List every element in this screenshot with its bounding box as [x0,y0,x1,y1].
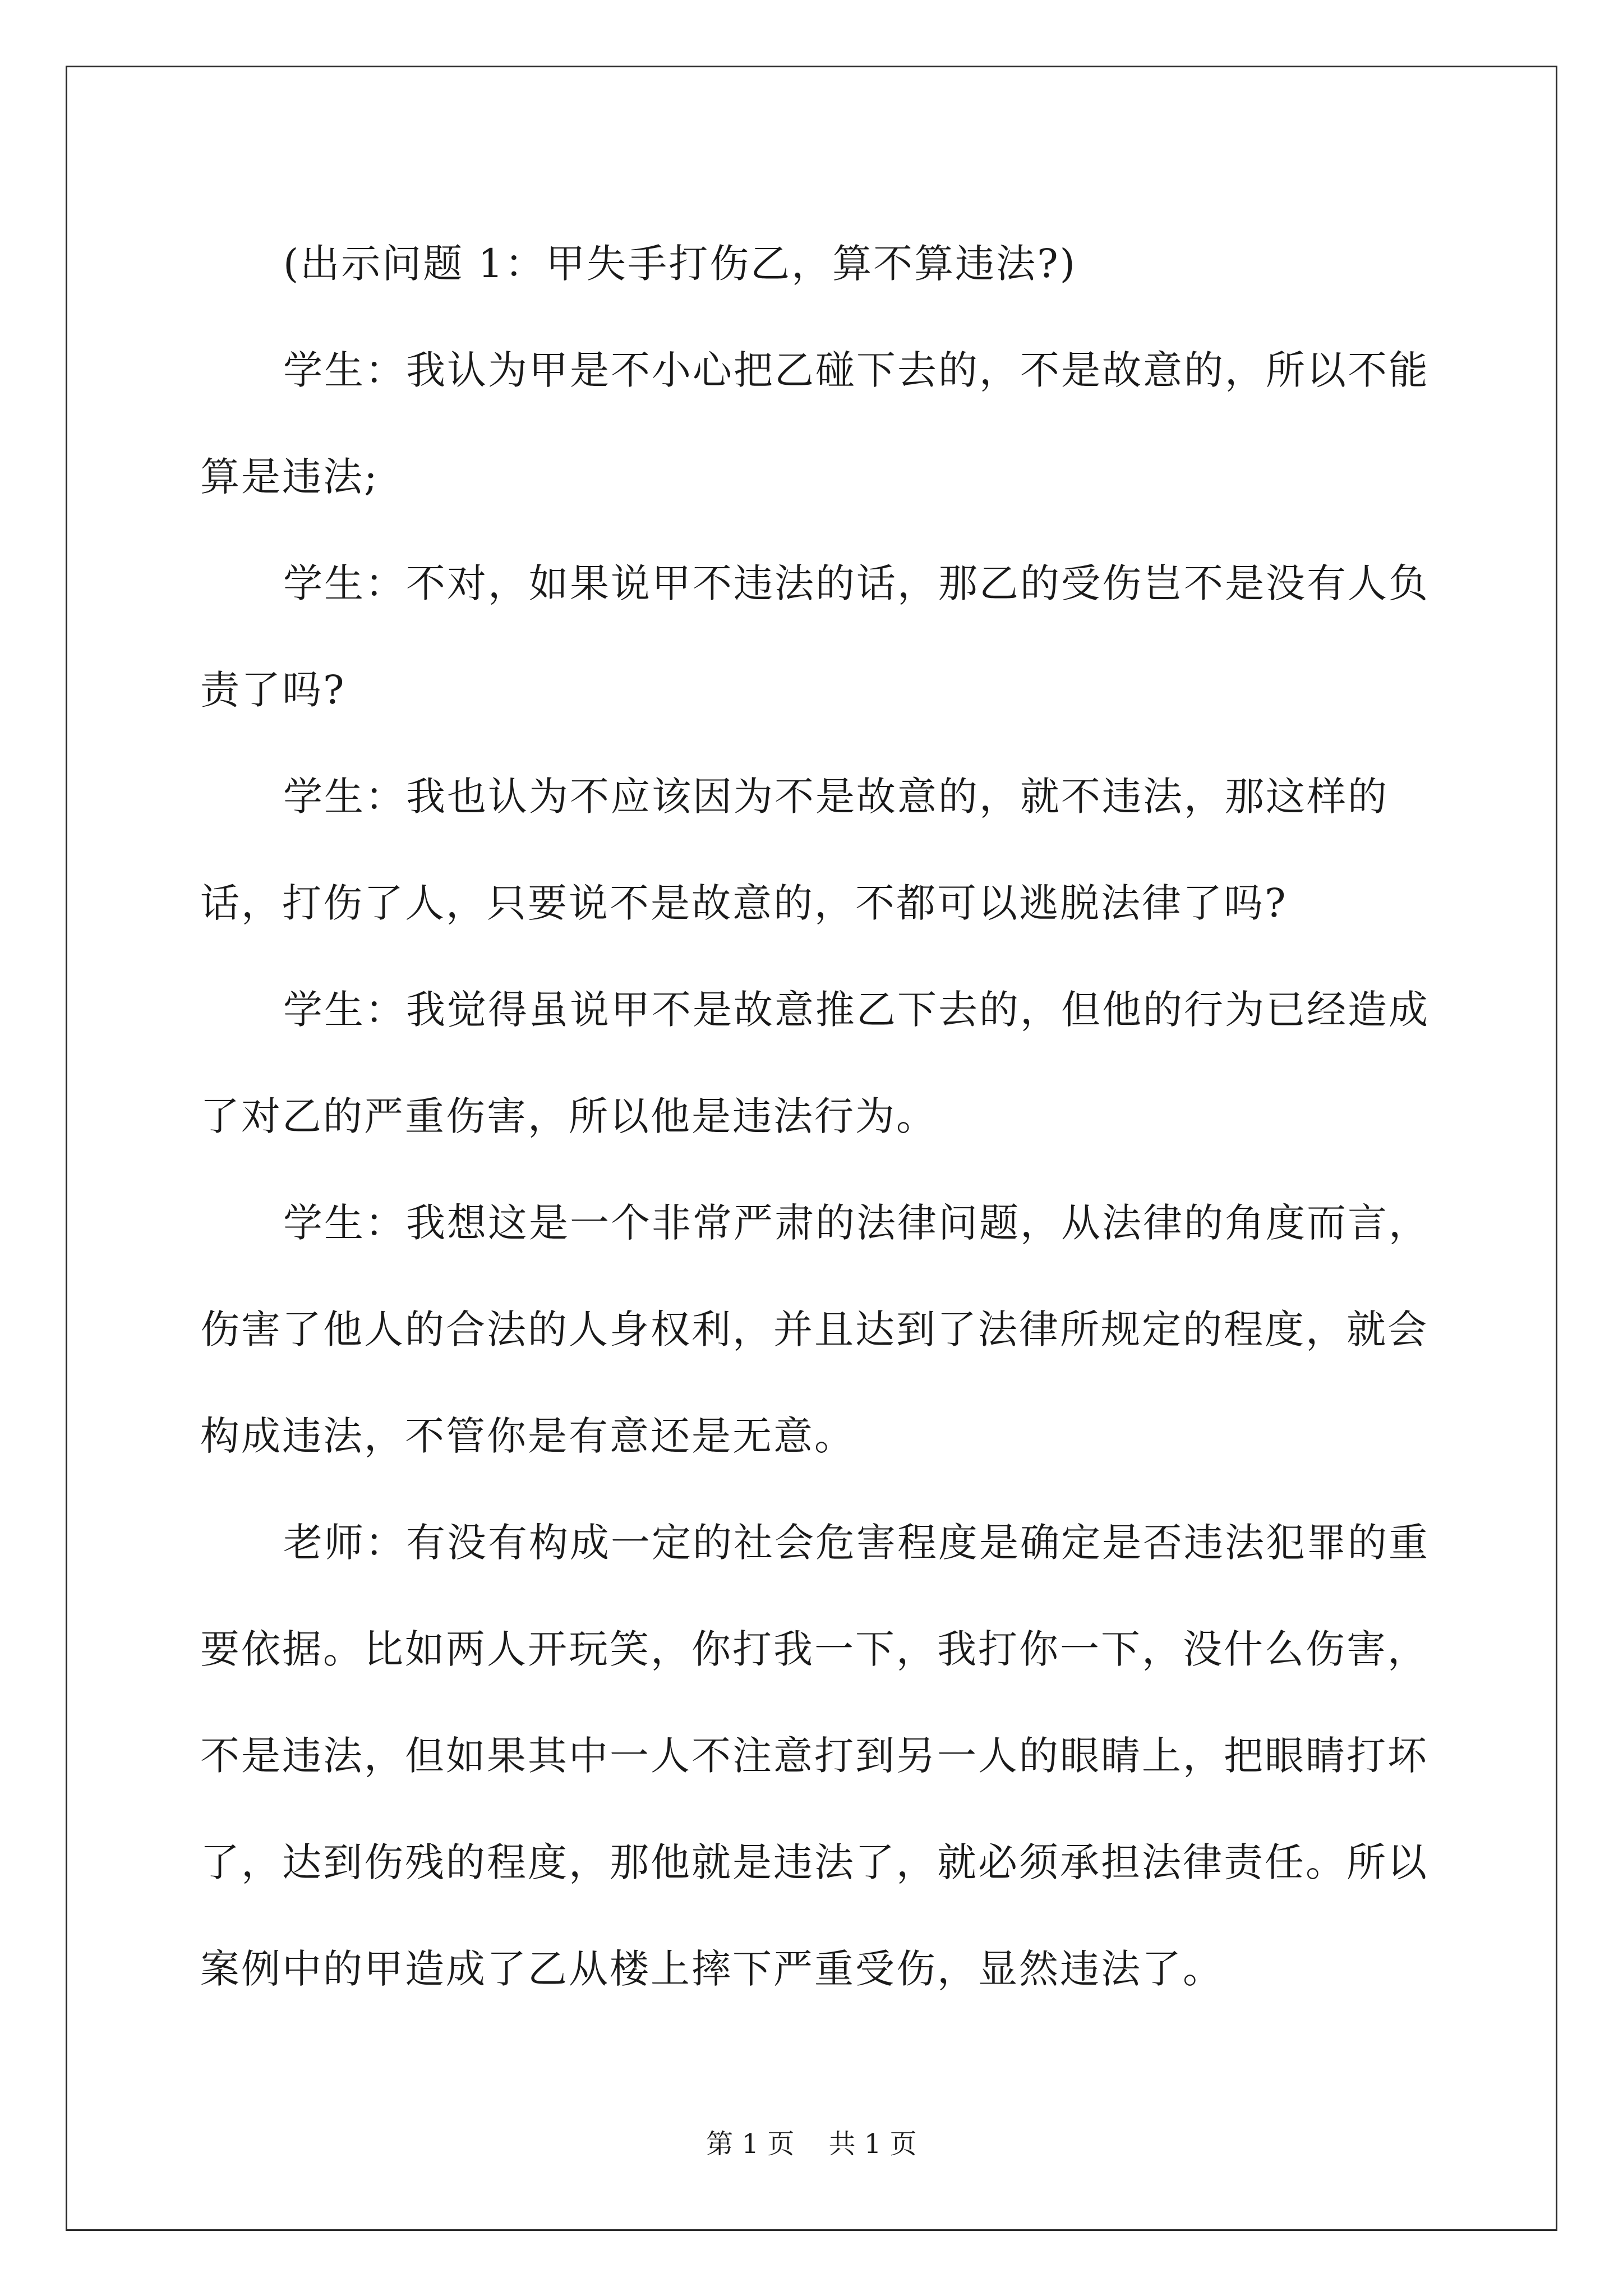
paragraph-student-3: 学生：我也认为不应该因为不是故意的，就不违法，那这样的话，打伤了人，只要说不是故意的，不都可以逃脱法律了吗? [200,774,1389,926]
page-total: 共 1 页 [828,2128,917,2160]
page-number: 第 1 页 [706,2128,795,2160]
document-body [200,210,1437,2022]
paragraph-question: (出示问题 1：甲失手打伤乙，算不算违法?) [283,241,1077,287]
paragraph-teacher: 老师：有没有构成一定的社会危害程度是确定是否违法犯罪的重要依据。比如两人开玩笑，你打我一下，我打你一下，没什么伤害，不是违法，但如果其中一人不注意打到另一人的眼睛上，把眼睛打坏了，达到伤残的程度，那他就是违法了，就必须承担法律责任。所以案例中的甲造成了乙从楼上摔下严重受伤，显然违法了。 [200,1520,1430,1992]
paragraph-student-5: 学生：我想这是一个非常严肃的法律问题，从法律的角度而言，伤害了他人的合法的人身权利，并且达到了法律所规定的程度，就会构成违法，不管你是有意还是无意。 [200,1200,1430,1459]
paragraph-student-2: 学生：不对，如果说甲不违法的话，那乙的受伤岂不是没有人负责了吗? [200,560,1430,713]
page-footer [0,2127,1623,2161]
paragraph-student-4: 学生：我觉得虽说甲不是故意推乙下去的，但他的行为已经造成了对乙的严重伤害，所以他是违法行为。 [200,987,1430,1139]
paragraph-student-1: 学生：我认为甲是不小心把乙碰下去的，不是故意的，所以不能算是违法; [200,347,1430,500]
